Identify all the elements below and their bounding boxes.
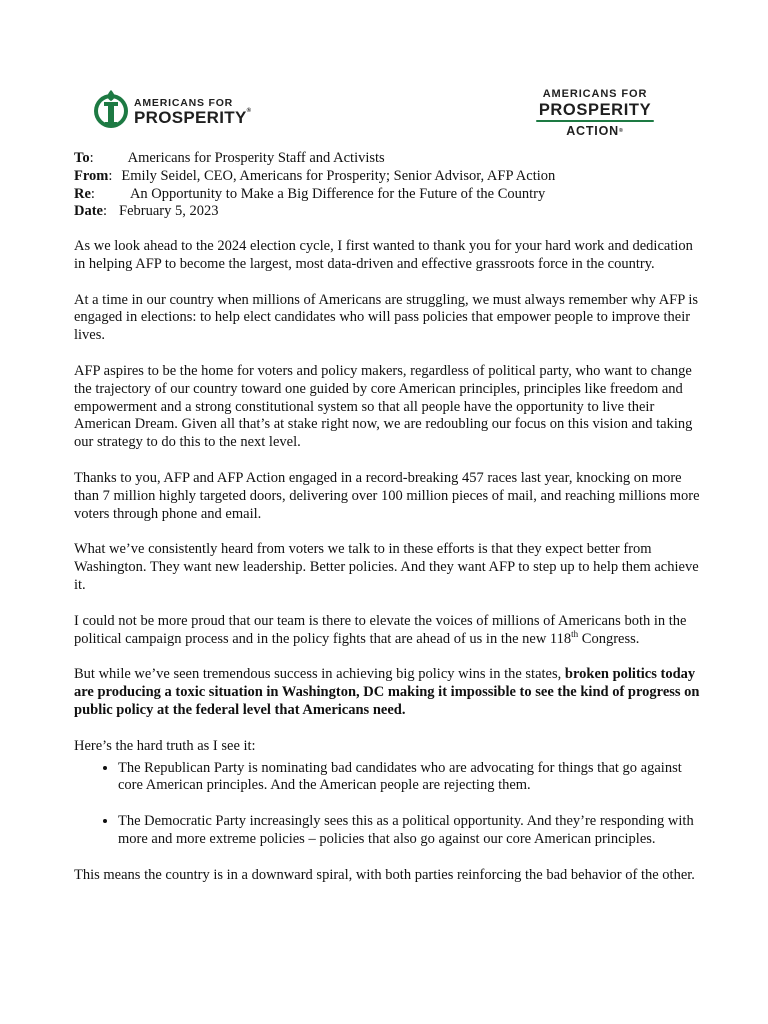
paragraph-downward-spiral: This means the country is in a downward spiral, with both parties reinforcing the bad behavior of the other. [74, 866, 695, 883]
afp-action-logo [530, 88, 660, 140]
memo-to-label: To [74, 150, 90, 166]
paragraph-mission: At a time in our country when millions of Americans are struggling, we must always remember why AFP is engaged in elections: to help elect candidates who will pass policies that empower people to improve their lives. [74, 291, 699, 344]
memo-header [74, 150, 555, 221]
memo-body [74, 238, 700, 903]
paragraph-aspiration: AFP aspires to be the home for voters and policy makers, regardless of political party, who want to change the trajectory of our country toward one guided by core American principles, principles like freedom and empowerment and a strong constitutional system so that all people have the opportunity to live their American Dream. Given all that’s at stake right now, we are redoubling our focus on this vision and taking our strategy to do this to the next level. [74, 362, 693, 451]
registered-mark: ® [246, 108, 252, 114]
torch-icon [92, 86, 130, 132]
paragraph-broken-politics: But while we’ve seen tremendous success in achieving big policy wins in the states, broken politics today are producing a toxic situation in Washington, DC making it impossible to see the kind of progress on public policy at the federal level that Americans need. [74, 666, 700, 718]
afp-logo-line1: AMERICANS FOR [134, 97, 234, 109]
afp-logo [92, 86, 252, 134]
ordinal-suffix: th [571, 628, 579, 639]
memo-date-value: February 5, 2023 [119, 203, 219, 220]
paragraph-pride: I could not be more proud that our team is there to elevate the voices of millions of Americans both in the political campaign process and in the policy fights that are ahead of us in the new 118th Congress. [74, 612, 687, 647]
memo-re: Re: An Opportunity to Make a Big Difference for the Future of the Country [74, 185, 546, 202]
logo-divider [536, 120, 654, 122]
afp-action-logo-line2: PROSPERITY [538, 101, 652, 119]
bullet-list [74, 760, 700, 849]
paragraph-voters: What we’ve consistently heard from voters we talk to in these efforts is that they expect better from Washington. They want new leadership. Better policies. And they want AFP to step up to help them achieve it. [74, 541, 699, 593]
paragraph-results: Thanks to you, AFP and AFP Action engaged in a record-breaking 457 races last year, knocking on more than 7 million highly targeted doors, delivering over 100 million pieces of mail, and reaching millions more voters through phone and email. [74, 469, 700, 522]
memo-to: To: Americans for Prosperity Staff and Activists [74, 150, 385, 166]
memo-date-label: Date [74, 203, 103, 220]
memo-date: Date: February 5, 2023 [74, 203, 219, 220]
memo-from-value: Emily Seidel, CEO, Americans for Prosperity; Senior Advisor, AFP Action [121, 167, 556, 184]
paragraph-hard-truth: Here’s the hard truth as I see it: [74, 737, 256, 754]
memo-from-label: From [74, 167, 109, 184]
memo-re-value: An Opportunity to Make a Big Difference for the Future of the Country [129, 185, 546, 202]
memo-to-value: Americans for Prosperity Staff and Activists [127, 150, 385, 166]
bullet-republican: • The Republican Party is nominating bad candidates who are advocating for things that go against core American principles. And the American people are rejecting them. [118, 760, 700, 796]
memo-from: From: Emily Seidel, CEO, Americans for Prosperity; Senior Advisor, AFP Action [74, 167, 556, 184]
registered-mark: ® [618, 128, 624, 134]
bold-statement: broken politics today are producing a toxic situation in Washington, DC making it impossible to see the kind of progress on public policy at the federal level that Americans need. [74, 666, 700, 718]
bullet-democratic: • The Democratic Party increasingly sees this as a political opportunity. And they’re responding with more and more extreme policies – policies that also go against our core American principles. [118, 813, 700, 849]
paragraph-thanks: As we look ahead to the 2024 election cycle, I first wanted to thank you for your hard work and dedication in helping AFP to become the largest, most data-driven and effective grassroots force in the country. [74, 238, 693, 272]
memo-re-label: Re [74, 185, 91, 202]
afp-logo-line2: PROSPERITY® [134, 108, 252, 127]
afp-action-logo-line3: ACTION® [566, 124, 624, 138]
afp-action-logo-line1: AMERICANS FOR [542, 88, 648, 100]
